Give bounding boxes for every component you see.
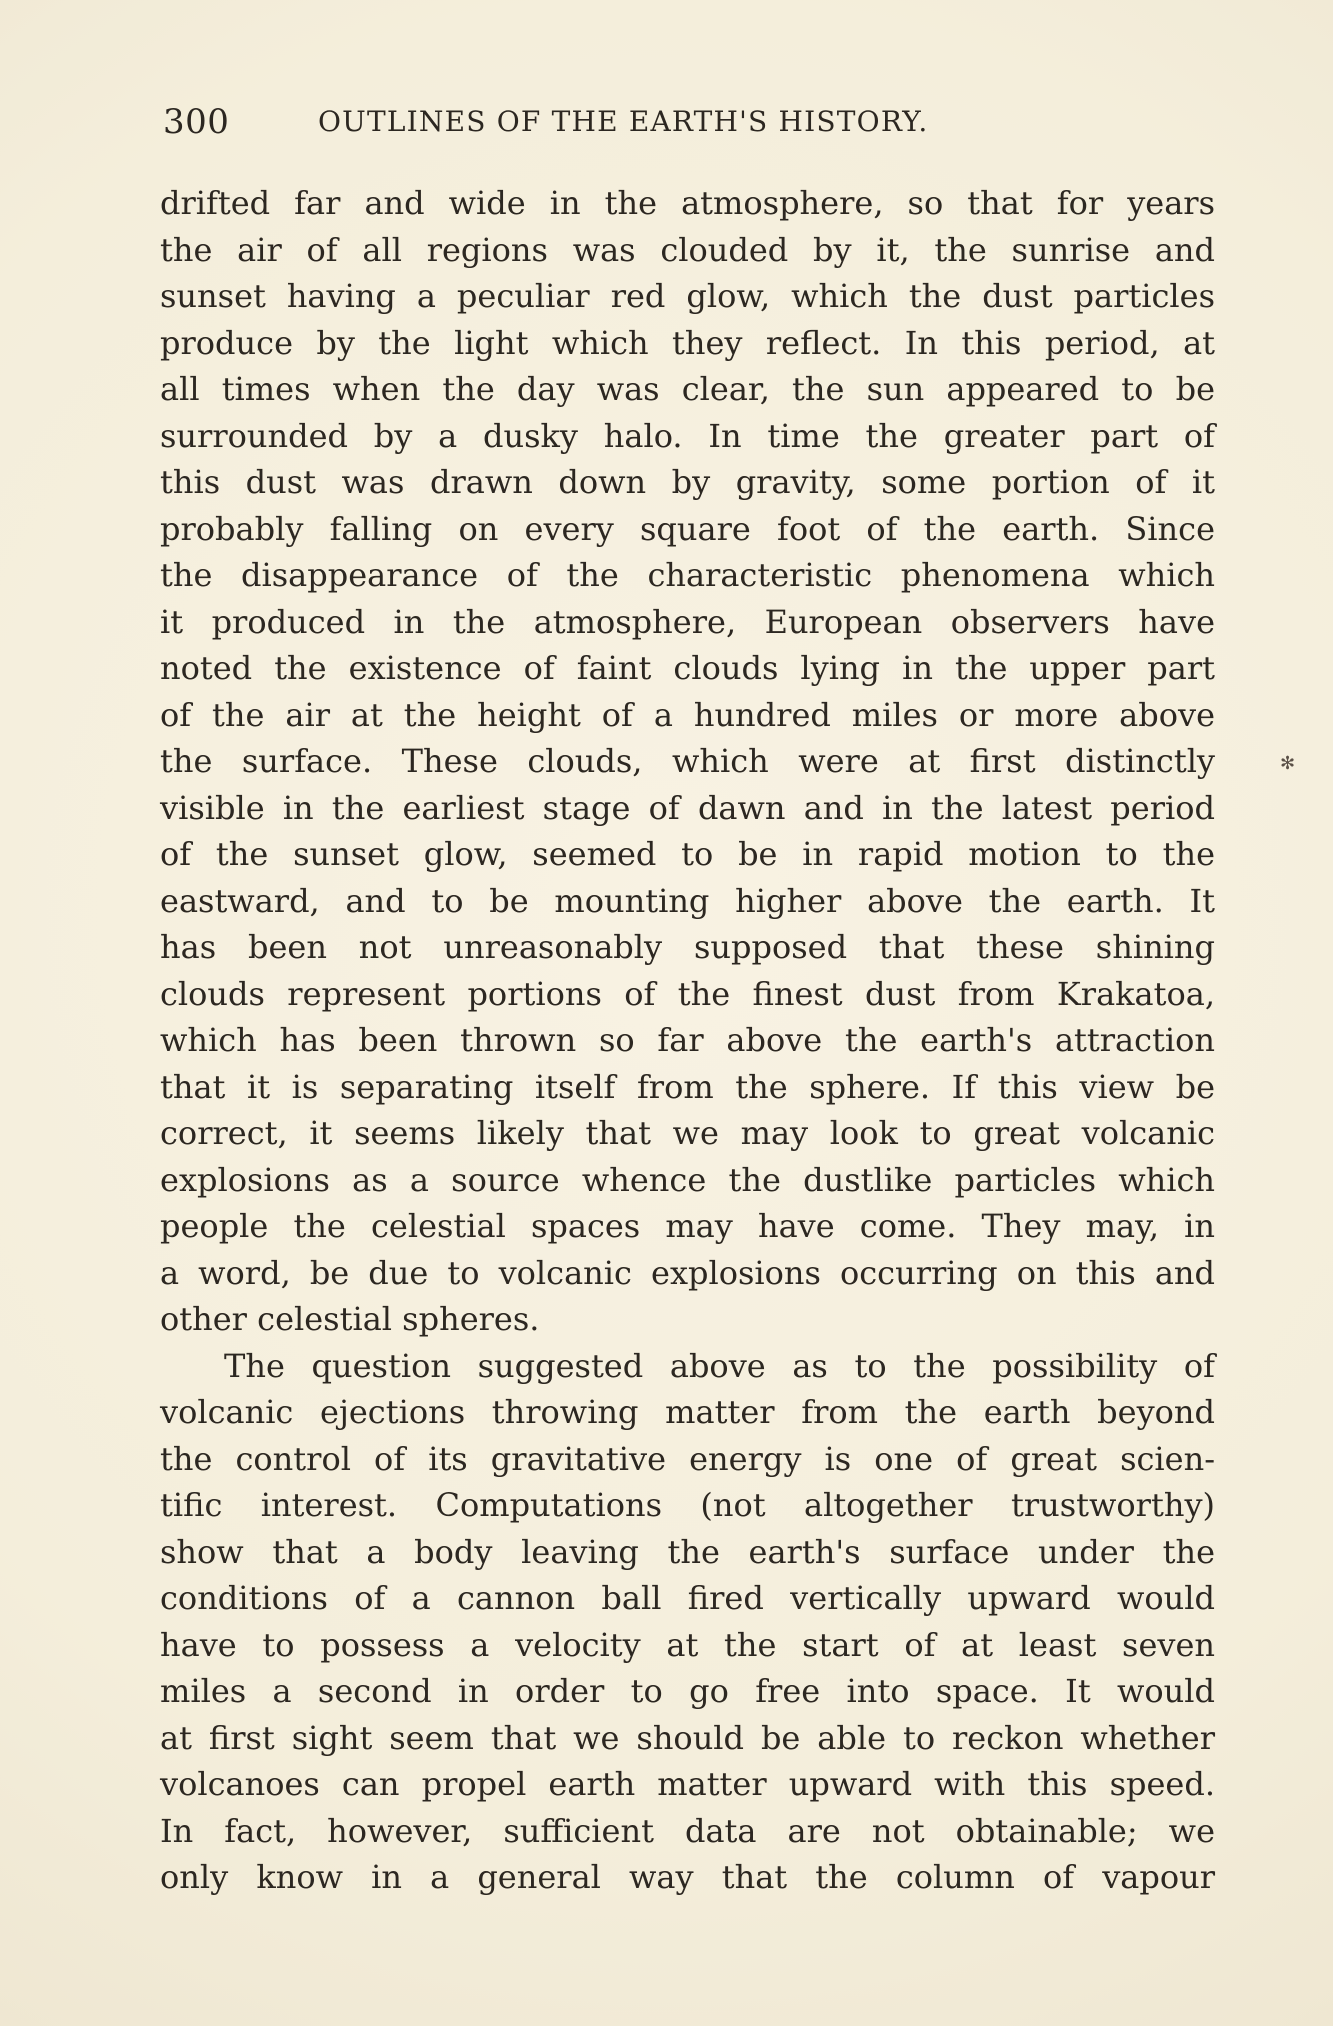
text-line: noted the existence of faint clouds lying in the upper part <box>160 649 1215 687</box>
text-line: of the sunset glow, seemed to be in rapid motion to the <box>160 835 1215 873</box>
text-line: has been not unreasonably supposed that these shining <box>160 928 1215 966</box>
text-line: eastward, and to be mounting higher above the earth. It <box>160 881 1215 920</box>
paragraph-1 <box>160 180 1215 1343</box>
text-line-last: other celestial spheres. <box>160 1300 540 1338</box>
text-line: at first sight seem that we should be able to reckon whether <box>160 1718 1215 1757</box>
text-line: of the air at the height of a hundred miles or more above <box>160 695 1215 734</box>
margin-mark: ✻ <box>1280 753 1296 774</box>
text-line: all times when the day was clear, the sun appeared to be <box>160 370 1215 408</box>
text-line: visible in the earliest stage of dawn and in the latest period <box>160 788 1215 827</box>
text-line: produce by the light which they reflect. In this period, at <box>160 323 1215 362</box>
text-line: clouds represent portions of the finest dust from Krakatoa, <box>160 974 1215 1013</box>
text-line: miles a second in order to go free into space. It would <box>160 1672 1215 1710</box>
text-line: it produced in the atmosphere, European observers have <box>160 602 1215 641</box>
text-line: people the celestial spaces may have come. They may, in <box>160 1207 1215 1245</box>
text-line: a word, be due to volcanic explosions occurring on this and <box>160 1253 1215 1292</box>
text-line: drifted far and wide in the atmosphere, so that for years <box>160 184 1215 222</box>
text-line: the control of its gravitative energy is one of great scien- <box>160 1439 1215 1478</box>
text-line: volcanic ejections throwing matter from the earth beyond <box>160 1393 1215 1431</box>
text-line: volcanoes can propel earth matter upward with this speed. <box>160 1765 1215 1803</box>
text-line: that it is separating itself from the sphere. If this view be <box>160 1067 1215 1106</box>
body-text <box>160 180 1215 1901</box>
text-line: only know in a general way that the column of vapour <box>160 1858 1215 1896</box>
text-line: probably falling on every square foot of the earth. Since <box>160 509 1215 548</box>
text-line: sunset having a peculiar red glow, which the dust particles <box>160 277 1215 315</box>
text-line: have to possess a velocity at the start of at least seven <box>160 1625 1215 1664</box>
paragraph-2 <box>160 1343 1215 1901</box>
text-line: tific interest. Computations (not altogether trustworthy) <box>160 1486 1215 1524</box>
text-line: surrounded by a dusky halo. In time the greater part of <box>160 416 1215 455</box>
text-line: the air of all regions was clouded by it, the sunrise and <box>160 230 1215 269</box>
text-line: show that a body leaving the earth's surface under the <box>160 1532 1215 1571</box>
page-number: 300 <box>163 102 230 142</box>
text-line: correct, it seems likely that we may look to great volcanic <box>160 1114 1215 1152</box>
running-head <box>163 98 1223 146</box>
text-line: the surface. These clouds, which were at first distinctly <box>160 742 1215 780</box>
text-line: this dust was drawn down by gravity, some portion of it <box>160 463 1215 501</box>
text-line: which has been thrown so far above the earth's attraction <box>160 1021 1215 1059</box>
text-line: the disappearance of the characteristic phenomena which <box>160 556 1215 594</box>
text-line: In fact, however, sufficient data are not obtainable; we <box>160 1811 1215 1850</box>
text-line-indented: The question suggested above as to the possibility of <box>224 1346 1215 1385</box>
text-line: explosions as a source whence the dustlike particles which <box>160 1160 1215 1199</box>
text-line: conditions of a cannon ball fired vertically upward would <box>160 1579 1215 1617</box>
running-title: OUTLINES OF THE EARTH'S HISTORY. <box>318 105 929 138</box>
